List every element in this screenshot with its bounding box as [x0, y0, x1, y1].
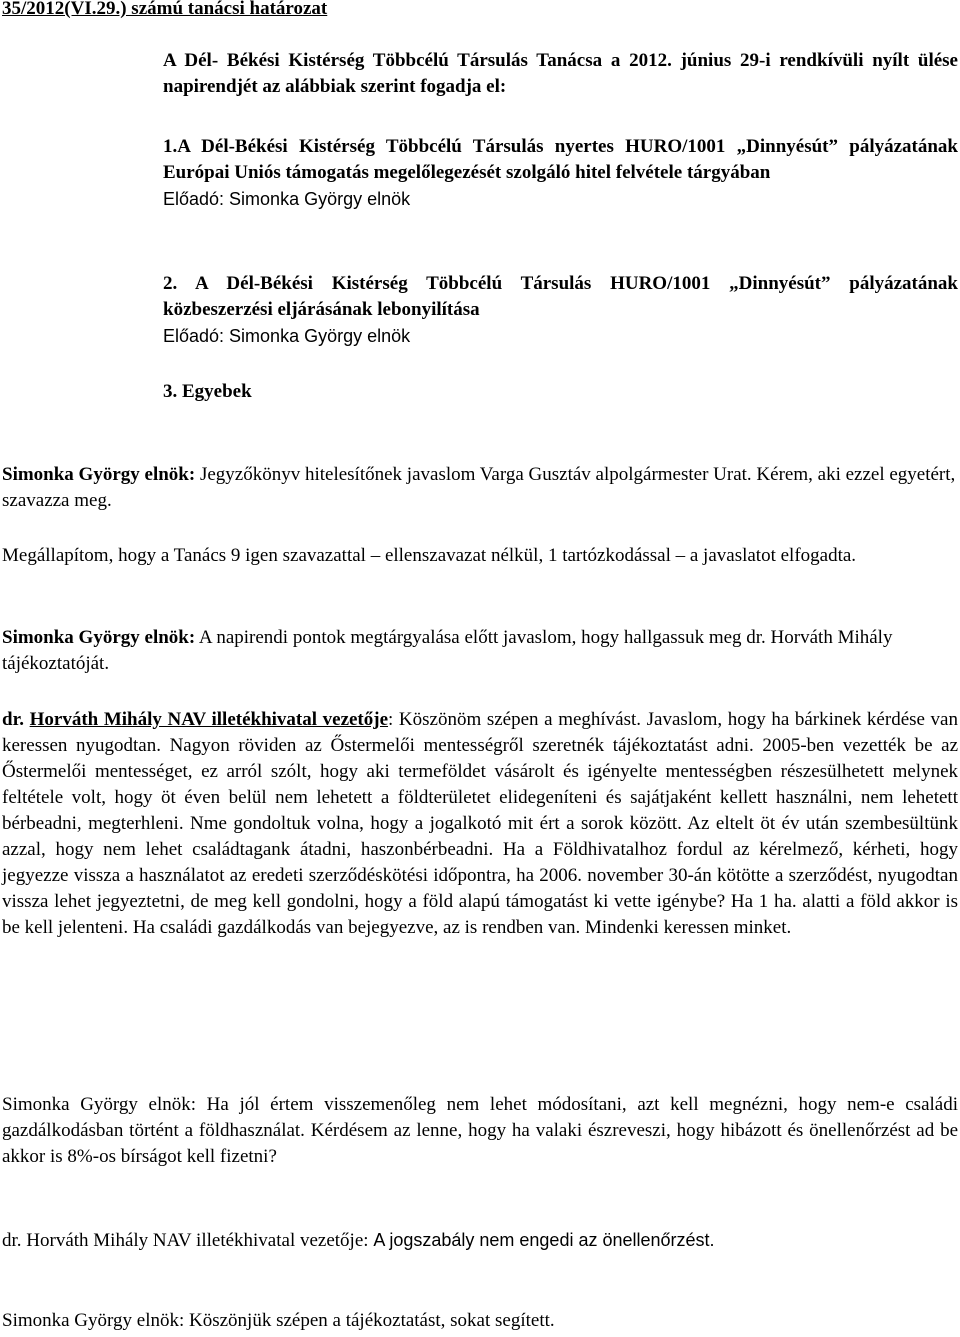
agenda-item-2 — [163, 271, 958, 349]
paragraph-text: Jegyzőkönyv hitelesítőnek javaslom Varga Gusztáv alpolgármester Urat. Kérem, aki ezzel egyetért, szavazza meg. — [2, 464, 956, 511]
resolution-intro: A Dél- Békési Kistérség Többcélú Társulás Tanácsa a 2012. június 29-i rendkívüli nyílt ülése napirendjét az alábbiak szerint fogadja el: — [163, 50, 958, 97]
minutes-paragraph-4 — [2, 707, 958, 941]
agenda-item-2-title: 2. A Dél-Békési Kistérség Többcélú Társulás HURO/1001 „Dinnyésút” pályázatának közbeszerzési eljárásának lebonyilítása — [163, 273, 958, 320]
agenda-item-1-presenter: Előadó: Simonka György elnök — [163, 189, 411, 209]
speaker-title: dr. — [2, 709, 25, 730]
minutes-paragraph-6 — [2, 1227, 958, 1254]
paragraph-speaker: dr. Horváth Mihály NAV illetékhivatal vezetője: — [2, 1230, 374, 1251]
speaker-label: Simonka György elnök: — [2, 627, 196, 648]
minutes-paragraph-2: Megállapítom, hogy a Tanács 9 igen szavazattal – ellenszavazat nélkül, 1 tartózkodással – a javaslatot elfogadta. — [2, 545, 857, 566]
speaker-label: Horváth Mihály NAV illetékhivatal vezetője — [29, 709, 389, 730]
minutes-paragraph-1 — [2, 462, 958, 514]
paragraph-text: A napirendi pontok megtárgyalása előtt javaslom, hogy hallgassuk meg dr. Horváth Mihály tájékoztatóját. — [2, 627, 893, 674]
agenda-item-2-presenter: Előadó: Simonka György elnök — [163, 326, 411, 346]
resolution-title: 35/2012(VI.29.) számú tanácsi határozat — [2, 0, 328, 19]
agenda-item-3-title: 3. Egyebek — [163, 381, 252, 402]
minutes-paragraph-3 — [2, 625, 958, 677]
paragraph-text: : Köszönöm szépen a meghívást. Javaslom, hogy ha bárkinek kérdése van keressen nyugodtan. Nagyon röviden az Őstermelői mentességről szeretnék tájékoztatást adni. 2005-ben vezették be az Őstermelői mentességet, ez arról szólt, hogy aki termeföldet vásárolt és igényelte mentességben részesülhetett melynek feltétele volt, hogy öt éven belül nem lehetett a földterületet elidegeníteni és sajátjaként kellett használni, nem lehetett bérbeadni, megterhleni. Nme gondoltuk volna, hogy a jogalkotó mit ért a sorok között. Az eltelt öt év után szembesültünk azzal, hogy nem lehet családtagank átadni, haszonbérbeadni. Ha a Földhivatalhoz fordul az kérelmező, kérheti, hogy jegyezze vissza a használatot az eredeti szerződéskötési időpontra, ha 2006. november 30-án kötötte a szerződést, nyugodtan vissza lehet jegyeztetni, de meg kell gondolni, hogy a föld alapú támogatást ki vette igénybe? Ha 1 ha. alatti a föld akkor is be kell jelenteni. Ha családi gazdálkodás van bejegyezve, az is rendben van. Mindenki keressen minket. — [2, 709, 958, 938]
agenda-item-1 — [163, 134, 958, 212]
minutes-paragraph-7: Simonka György elnök: Köszönjük szépen a tájékoztatást, sokat segített. — [2, 1310, 555, 1331]
agenda-item-1-title: 1.A Dél-Békési Kistérség Többcélú Társulás nyertes HURO/1001 „Dinnyésút” pályázatának Európai Uniós támogatás megelőlegezését szolgáló hitel felvétele tárgyában — [163, 136, 958, 183]
paragraph-text: A jogszabály nem engedi az önellenőrzést. — [373, 1230, 715, 1250]
minutes-paragraph-5: Simonka György elnök: Ha jól értem visszemenőleg nem lehet módosítani, azt kell megnézni, hogy nem-e családi gazdálkodásban történt a földhasználat. Kérdésem az lenne, hogy ha valaki észreveszi, hogy hibázott és önellenőrzést ad be akkor is 8%-os bírságot kell fizetni? — [2, 1094, 958, 1167]
speaker-label: Simonka György elnök: — [2, 464, 196, 485]
